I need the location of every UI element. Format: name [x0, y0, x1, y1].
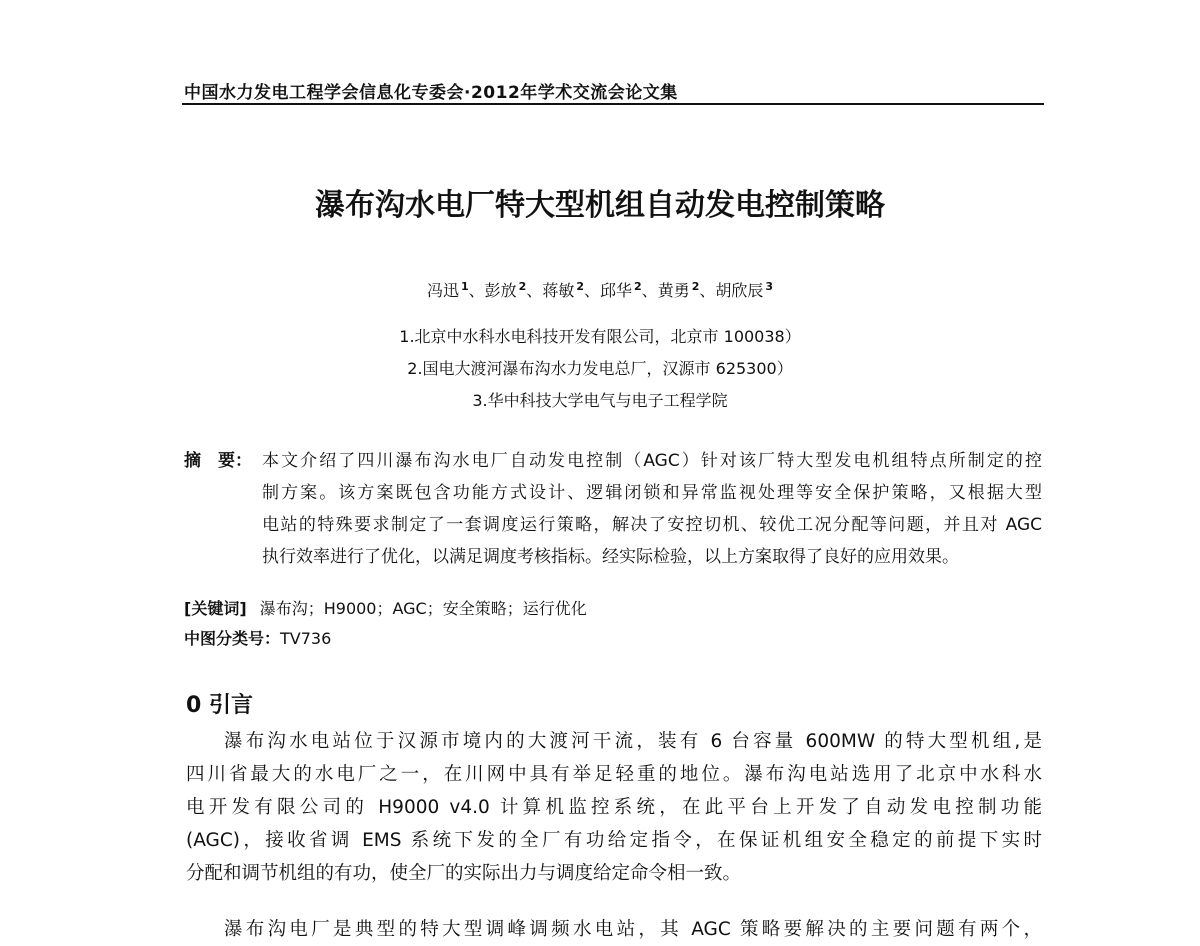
- keywords-value: 瀑布沟；H9000；AGC；安全策略；运行优化: [259, 599, 587, 618]
- abstract-line: 本文介绍了四川瀑布沟水电厂自动发电控制（AGC）针对该厂特大型发电机组特点所制定的控: [262, 451, 1042, 471]
- body-line: 分配和调节机组的有功，使全厂的实际出力与调度给定命令相一致。: [186, 863, 742, 884]
- author-affiliation-mark: 2: [691, 279, 700, 293]
- keywords-label: [关键词]: [184, 599, 247, 618]
- author: 胡欣辰: [715, 281, 764, 300]
- classification-value: TV736: [280, 629, 332, 648]
- author: 冯迅: [426, 281, 459, 300]
- author-affiliation-mark: 2: [634, 279, 642, 293]
- affiliation-1: 1.北京中水科水电科技开发有限公司，北京市 100038）: [399, 327, 801, 346]
- abstract-line: 制方案。该方案既包含功能方式设计、逻辑闭锁和异常监视处理等安全保护策略，又根据大型: [262, 483, 1042, 503]
- author: 黄勇: [657, 281, 690, 300]
- classification-label: 中图分类号：: [184, 629, 281, 648]
- author: 邱华: [600, 281, 633, 300]
- author-separator: 、: [526, 281, 543, 300]
- classification: [184, 626, 331, 649]
- author-separator: 、: [641, 281, 658, 300]
- abstract-line: 电站的特殊要求制定了一套调度运行策略，解决了安控切机、较优工况分配等问题，并且对 AGC: [262, 515, 1042, 535]
- body-line: (AGC)，接收省调 EMS 系统下发的全厂有功给定指令，在保证机组安全稳定的前提下实时: [186, 830, 1042, 851]
- author-affiliation-mark: 1: [460, 279, 469, 293]
- author-affiliation-mark: 2: [576, 279, 584, 293]
- affiliation-3: 3.华中科技大学电气与电子工程学院: [472, 391, 728, 410]
- body-line: 瀑布沟水电站位于汉源市境内的大渡河干流，装有 6 台容量 600MW 的特大型机组,是: [224, 731, 1042, 752]
- author-list: [0, 278, 1200, 301]
- section-heading: 0 引言: [186, 693, 253, 718]
- header-rule: [182, 103, 1044, 105]
- body-line: 四川省最大的水电厂之一，在川网中具有举足轻重的地位。瀑布沟电站选用了北京中水科水: [186, 764, 1042, 785]
- abstract-label: 摘 要：: [184, 451, 252, 471]
- author: 彭放: [484, 281, 517, 300]
- abstract-line: 执行效率进行了优化，以满足调度考核指标。经实际检验，以上方案取得了良好的应用效果。: [262, 547, 959, 567]
- body-line: 电开发有限公司的 H9000 v4.0 计算机监控系统，在此平台上开发了自动发电控制功能: [186, 797, 1042, 818]
- running-header: 中国水力发电工程学会信息化专委会·2012年学术交流会论文集: [184, 83, 678, 103]
- affiliation-2: 2.国电大渡河瀑布沟水力发电总厂，汉源市 625300）: [407, 359, 793, 378]
- author: 蒋敏: [542, 281, 575, 300]
- author-affiliation-mark: 2: [518, 279, 527, 293]
- author-separator: 、: [699, 281, 716, 300]
- author-separator: 、: [468, 281, 485, 300]
- author-separator: 、: [583, 281, 600, 300]
- paper-title: 瀑布沟水电厂特大型机组自动发电控制策略: [315, 188, 885, 223]
- author-affiliation-mark: 3: [765, 279, 774, 293]
- keywords: [184, 596, 587, 619]
- body-line: 瀑布沟电厂是典型的特大型调峰调频水电站，其 AGC 策略要解决的主要问题有两个，: [224, 919, 1042, 940]
